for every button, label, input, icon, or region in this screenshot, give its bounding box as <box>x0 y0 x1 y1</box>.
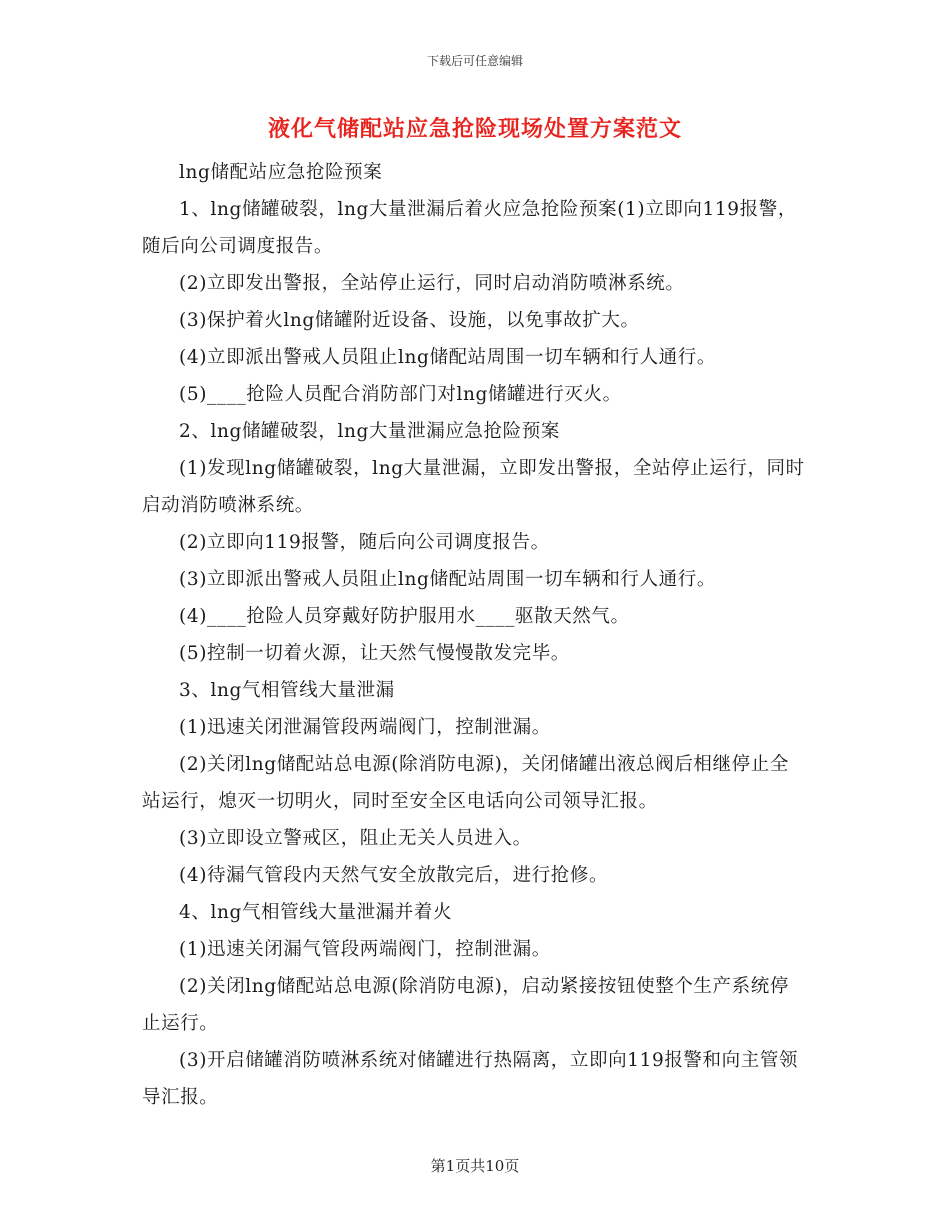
paragraph-11: (5)控制一切着火源，让天然气慢慢散发完毕。 <box>179 643 570 664</box>
paragraph-2: (2)立即发出警报，全站停止运行，同时启动消防喷淋系统。 <box>179 273 685 294</box>
paragraph-6: 2、lng储罐破裂，lng大量泄漏应急抢险预案 <box>179 421 560 442</box>
paragraph-14: (2)关闭lng储配站总电源(除消防电源)，关闭储罐出液总阀后相继停止全站运行，熄灭一切明火，同时至安全区电话向公司领导汇报。 <box>142 754 789 812</box>
paragraph-12: 3、lng气相管线大量泄漏 <box>179 680 395 701</box>
page-footer: 第1页共10页 <box>430 1157 520 1175</box>
paragraph-20: (3)开启储罐消防喷淋系统对储罐进行热隔离，立即向119报警和向主管领导汇报。 <box>142 1050 799 1108</box>
paragraph-4: (4)立即派出警戒人员阻止lng储配站周围一切车辆和行人通行。 <box>179 347 716 368</box>
document-body <box>142 154 806 1116</box>
paragraph-5: (5)____抢险人员配合消防部门对lng储罐进行灭火。 <box>179 384 622 405</box>
document-title: 液化气储配站应急抢险现场处置方案范文 <box>267 116 682 142</box>
paragraph-13: (1)迅速关闭泄漏管段两端阀门，控制泄漏。 <box>179 717 551 738</box>
page-header: 下载后可任意编辑 <box>426 54 523 68</box>
paragraph-15: (3)立即设立警戒区，阻止无关人员进入。 <box>179 828 532 849</box>
paragraph-16: (4)待漏气管段内天然气安全放散完后，进行抢修。 <box>179 865 609 886</box>
paragraph-0: lng储配站应急抢险预案 <box>179 162 383 183</box>
paragraph-8: (2)立即向119报警，随后向公司调度报告。 <box>179 532 550 553</box>
paragraph-3: (3)保护着火lng储罐附近设备、设施，以免事故扩大。 <box>179 310 640 331</box>
paragraph-9: (3)立即派出警戒人员阻止lng储配站周围一切车辆和行人通行。 <box>179 569 716 590</box>
paragraph-18: (1)迅速关闭漏气管段两端阀门，控制泄漏。 <box>179 939 551 960</box>
paragraph-17: 4、lng气相管线大量泄漏并着火 <box>179 902 453 923</box>
paragraph-1: 1、lng储罐破裂，lng大量泄漏后着火应急抢险预案(1)立即向119报警，随后向公司调度报告。 <box>142 199 797 257</box>
paragraph-19: (2)关闭lng储配站总电源(除消防电源)，启动紧接按钮使整个生产系统停止运行。 <box>142 976 789 1034</box>
paragraph-7: (1)发现lng储罐破裂，lng大量泄漏，立即发出警报，全站停止运行，同时启动消防喷淋系统。 <box>142 458 805 516</box>
paragraph-10: (4)____抢险人员穿戴好防护服用水____驱散天然气。 <box>179 606 630 627</box>
